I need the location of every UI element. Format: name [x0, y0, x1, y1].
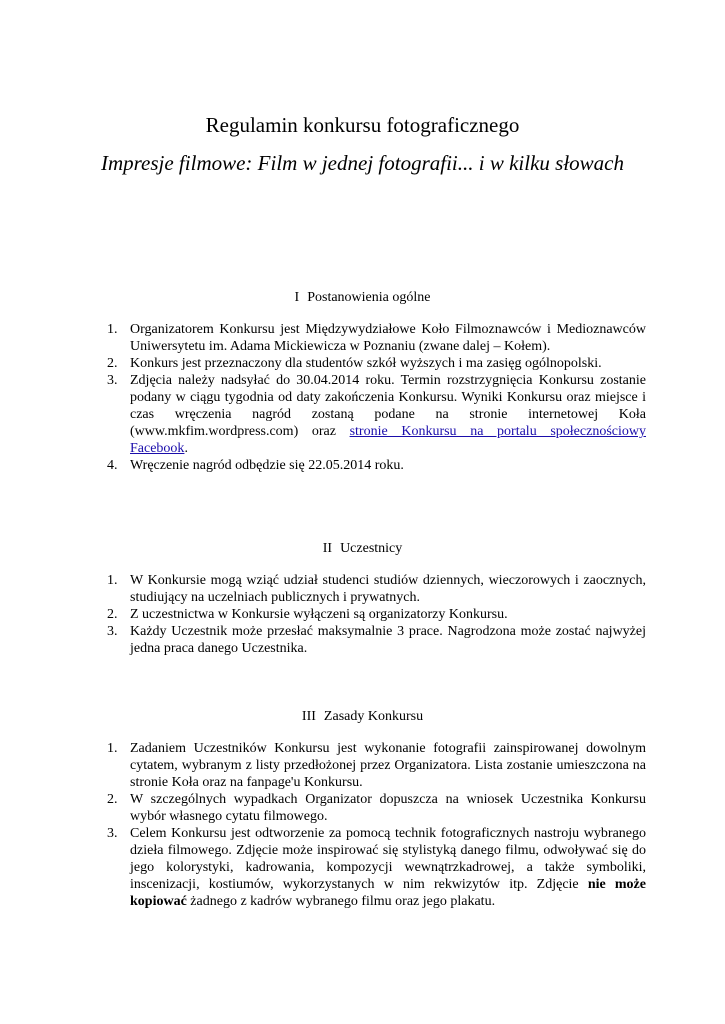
list-item — [100, 355, 646, 372]
contest-rules-list — [100, 740, 646, 910]
general-provisions-list — [100, 321, 646, 474]
item-number: 2. — [107, 792, 118, 807]
item-text: Konkurs jest przeznaczony dla studentów szkół wyższych i ma zasięg ogólnopolski. — [130, 356, 602, 371]
item-number: 3. — [107, 826, 118, 841]
facebook-contest-page-link[interactable]: stronie Konkursu na portalu społecznościowy Facebook — [130, 424, 646, 456]
item-text: Wręczenie nagród odbędzie się 22.05.2014 roku. — [130, 458, 404, 473]
item-text-after-link: . — [184, 441, 188, 456]
item-number: 3. — [107, 624, 118, 639]
item-text-before-bold: Celem Konkursu jest odtworzenie za pomocą technik fotograficznych nastroju wybranego dzieła filmowego. Zdjęcie może inspirować się stylistyką danego filmu, odwoływać się do jego kolorystyki, kadrowania, kompozycji wewnątrzkadrowej, a także symboliki, inscenizacji, kostiumów, wykorzystanych w nim rekwizytów itp. Zdjęcie — [130, 826, 646, 892]
section-number: III — [301, 709, 316, 724]
item-text: Zadaniem Uczestników Konkursu jest wykonanie fotografii zainspirowanej dowolnym cytatem, wybranym z listy przedłożonej przez Organizatora. Lista zostanie umieszczona na stronie Koła oraz na fanpage'u Konkursu. — [130, 741, 646, 790]
list-item — [100, 791, 646, 825]
list-item — [100, 457, 646, 474]
list-item — [100, 740, 646, 791]
item-number: 1. — [107, 573, 118, 588]
section-heading-general-provisions — [0, 289, 725, 306]
list-item — [100, 606, 646, 623]
section-title: Postanowienia ogólne — [307, 290, 431, 305]
item-number: 3. — [107, 373, 118, 388]
list-item — [100, 623, 646, 657]
document-title: Regulamin konkursu fotograficznego — [205, 113, 520, 137]
list-item — [100, 572, 646, 606]
item-number: 2. — [107, 356, 118, 371]
section-title: Uczestnicy — [340, 541, 403, 556]
item-text-before-link: Zdjęcia należy nadsyłać do 30.04.2014 roku. Termin rozstrzygnięcia Konkursu zostanie podany w ciągu tygodnia od daty zakończenia Konkursu. Wyniki Konkursu oraz miejsce i czas wręczenia nagród zostaną podane na stronie internetowej Koła (www.mkfim.wordpress.com) oraz — [130, 373, 646, 439]
item-text: Z uczestnictwa w Konkursie wyłączeni są organizatorzy Konkursu. — [130, 607, 508, 622]
item-number: 2. — [107, 607, 118, 622]
participants-list — [100, 572, 646, 657]
item-text: Organizatorem Konkursu jest Międzywydziałowe Koło Filmoznawców i Medioznawców Uniwersytetu im. Adama Mickiewicza w Poznaniu (zwane dalej – Kołem). — [130, 322, 646, 354]
list-item — [100, 825, 646, 910]
list-item — [100, 372, 646, 457]
document-subtitle: Impresje filmowe: Film w jednej fotografii... i w kilku słowach — [100, 151, 624, 175]
emphasized-text: nie może kopiować — [130, 877, 646, 909]
item-number: 1. — [107, 741, 118, 756]
section-title: Zasady Konkursu — [323, 709, 424, 724]
section-heading-participants — [0, 540, 725, 557]
item-text: W Konkursie mogą wziąć udział studenci studiów dziennych, wieczorowych i zaocznych, studiujący na uczelniach publicznych i prywatnych. — [130, 573, 646, 605]
item-text: W szczególnych wypadkach Organizator dopuszcza na wniosek Uczestnika Konkursu wybór własnego cytatu filmowego. — [130, 792, 646, 824]
list-item — [100, 321, 646, 355]
item-number: 1. — [107, 322, 118, 337]
section-number: I — [294, 290, 300, 305]
item-text-after-bold: żadnego z kadrów wybranego filmu oraz jego plakatu. — [186, 894, 496, 909]
item-text: Każdy Uczestnik może przesłać maksymalnie 3 prace. Nagrodzona może zostać najwyżej jedna praca danego Uczestnika. — [130, 624, 646, 656]
item-number: 4. — [107, 458, 118, 473]
section-number: II — [322, 541, 333, 556]
section-heading-contest-rules — [0, 708, 725, 725]
